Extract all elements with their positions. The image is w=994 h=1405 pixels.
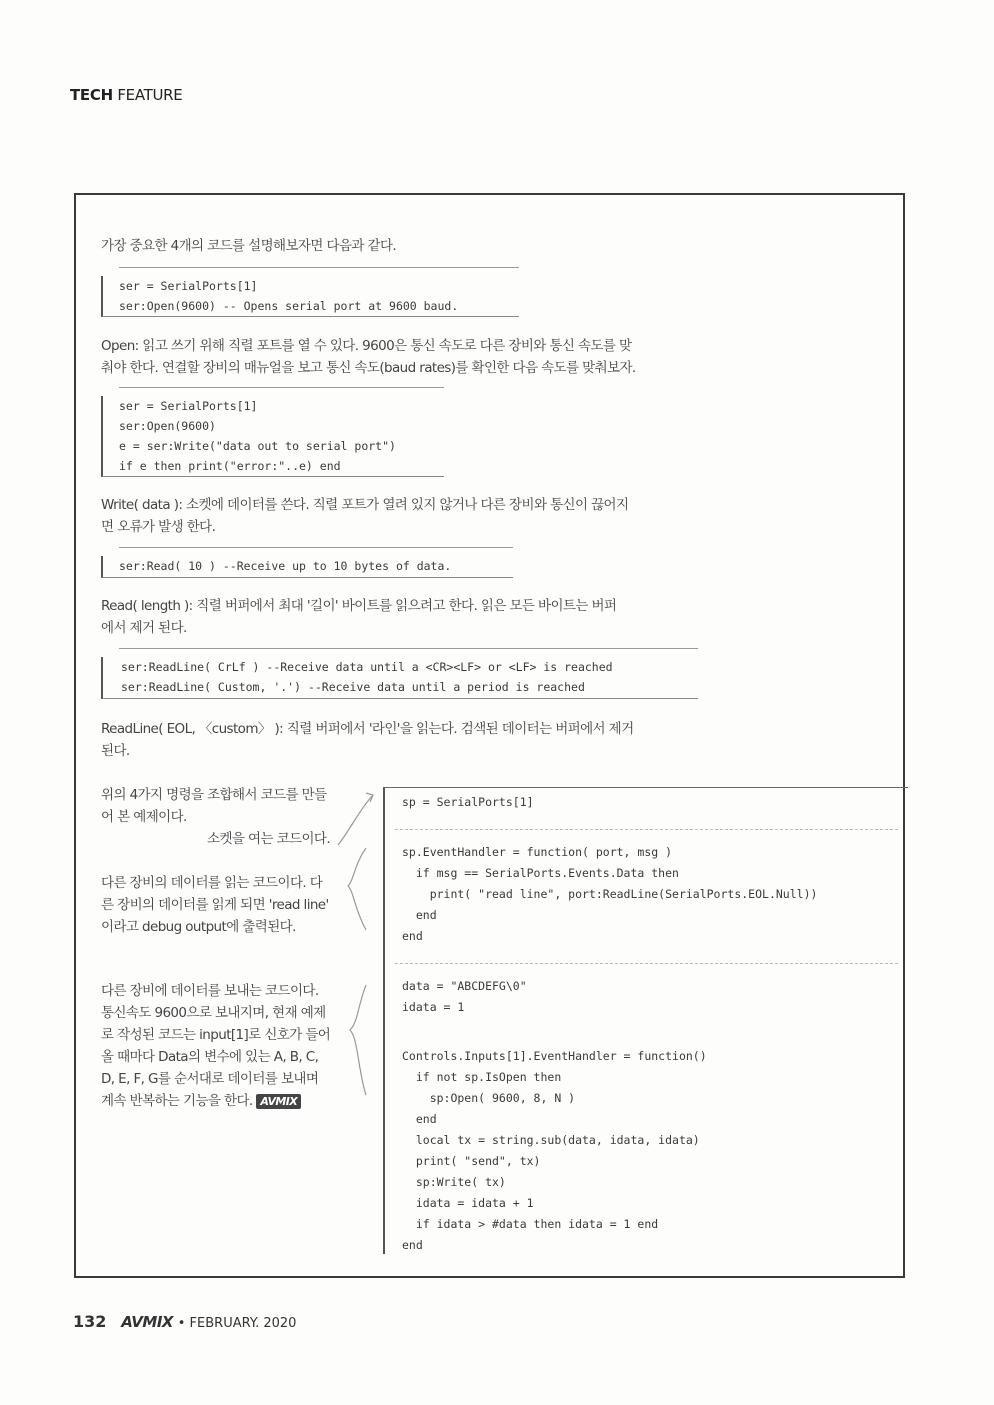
code-line: ser = SerialPorts[1] [119,279,258,293]
desc-readline [101,718,634,762]
desc-open-line: 춰야 한다. 연결할 장비의 매뉴얼을 보고 통신 속도(baud rates)를 확인한 다음 속도를 맞춰보자. [101,360,636,376]
desc-read-line: 에서 제거 된다. [101,620,187,636]
connector-1 [338,796,372,845]
side-note-line [101,1090,330,1112]
intro-text: 가장 중요한 4개의 코드를 설명해보자면 다음과 같다. [101,238,397,254]
arrow-icon [366,793,373,802]
side-note-line: 올 때마다 Data의 변수에 있는 A, B, C, [101,1049,319,1065]
code-line: ser:Open(9600) [119,419,216,433]
code-line: end [402,1112,437,1126]
code-line: sp:Write( tx) [402,1175,506,1189]
page-number: 132 [73,1312,107,1331]
code-line: idata = idata + 1 [402,1196,534,1210]
code-line: local tx = string.sub(data, idata, idata) [402,1133,700,1147]
code-line: if e then print("error:"..e) end [119,459,341,473]
side-note-line: 다른 장비에 데이터를 보내는 코드이다. [101,983,319,999]
desc-open [101,335,636,379]
desc-read-line: Read( length ): 직렬 버퍼에서 최대 '길이' 바이트를 읽으려고 한다. 읽은 모든 바이트는 버퍼 [101,598,617,614]
desc-write-line: Write( data ): 소켓에 데이터를 쓴다. 직렬 포트가 열려 있지 않거나 다른 장비와 통신이 끊어지 [101,497,629,513]
connector-3 [350,985,366,1095]
desc-readline-line: 된다. [101,743,130,759]
example-code-c [402,976,527,1018]
code-line: data = "ABCDEFG\0" [402,979,527,993]
code-line: if idata > #data then idata = 1 end [402,1217,659,1231]
code-block-3 [101,556,513,578]
code-line: end [402,908,437,922]
code-line: end [402,1238,423,1252]
code-line: ser:Read( 10 ) --Receive up to 10 bytes of data. [119,559,452,573]
code-line: Controls.Inputs[1].EventHandler = function() [402,1049,707,1063]
bracket-connectors [330,790,380,1110]
side-note-1b: 소켓을 여는 코드이다. [207,831,331,847]
section-header-tech: TECH [70,86,113,104]
desc-write-line: 면 오류가 발생 한다. [101,519,216,535]
side-note-1 [101,784,327,828]
code-block-2 [101,396,444,477]
side-note-line: D, E, F, G를 순서대로 데이터를 보내며 [101,1071,319,1087]
side-note-line: 통신속도 9600으로 보내지며, 현재 예제 [101,1005,326,1021]
connector-2 [348,848,366,930]
code-line: sp = SerialPorts[1] [402,795,534,809]
code-line: print( "send", tx) [402,1154,541,1168]
page-footer [73,1312,296,1331]
magazine-logo: AVMIX [121,1313,173,1331]
code-line: end [402,929,423,943]
example-code-panel [383,787,908,1254]
code-line: ser:Open(9600) -- Opens serial port at 9600 baud. [119,299,459,313]
avmix-badge: AVMIX [256,1094,301,1109]
code-block-1 [101,276,519,317]
code-block-4 [101,657,698,699]
side-note-line: 어 본 예제이다. [101,809,187,825]
code-line: ser = SerialPorts[1] [119,399,258,413]
side-note-line: 른 장비의 데이터를 읽게 되면 'read line' [101,897,329,913]
side-note-3 [101,980,330,1112]
example-code-d [402,1046,707,1256]
side-note-2 [101,872,329,938]
desc-open-line: Open: 읽고 쓰기 위해 직렬 포트를 열 수 있다. 9600은 통신 속도로 다른 장비와 통신 속도를 맞 [101,338,632,354]
section-header-feature: FEATURE [117,86,183,104]
code-line: if not sp.IsOpen then [402,1070,562,1084]
side-note-line: 다른 장비의 데이터를 읽는 코드이다. 다 [101,875,323,891]
code-line: sp.EventHandler = function( port, msg ) [402,845,673,859]
side-note-line: 위의 4가지 명령을 조합해서 코드를 만들 [101,787,327,803]
code-line: if msg == SerialPorts.Events.Data then [402,866,679,880]
code-line: idata = 1 [402,1000,465,1014]
desc-write [101,494,628,538]
issue-date: • FEBRUARY. 2020 [177,1316,297,1331]
desc-readline-line: ReadLine( EOL, 〈custom〉 ): 직렬 버퍼에서 '라인'을 읽는다. 검색된 데이터는 버퍼에서 제거 [101,721,634,737]
example-code-b [402,842,817,947]
desc-read [101,595,616,639]
code-line: ser:ReadLine( CrLf ) --Receive data until a <CR><LF> or <LF> is reached [121,660,613,674]
code-line: sp:Open( 9600, 8, N ) [402,1091,576,1105]
side-note-line: 로 작성된 코드는 input[1]로 신호가 들어 [101,1027,331,1043]
code-line: print( "read line", port:ReadLine(SerialPorts.EOL.Null)) [402,887,818,901]
section-header [70,86,182,104]
code-line: ser:ReadLine( Custom, '.') --Receive data until a period is reached [121,680,585,694]
side-note-line: 이라고 debug output에 출력된다. [101,919,296,935]
code-line: e = ser:Write("data out to serial port") [119,439,396,453]
side-note-line-text: 계속 반복하는 기능을 한다. [101,1093,253,1109]
example-code-a [402,792,534,813]
